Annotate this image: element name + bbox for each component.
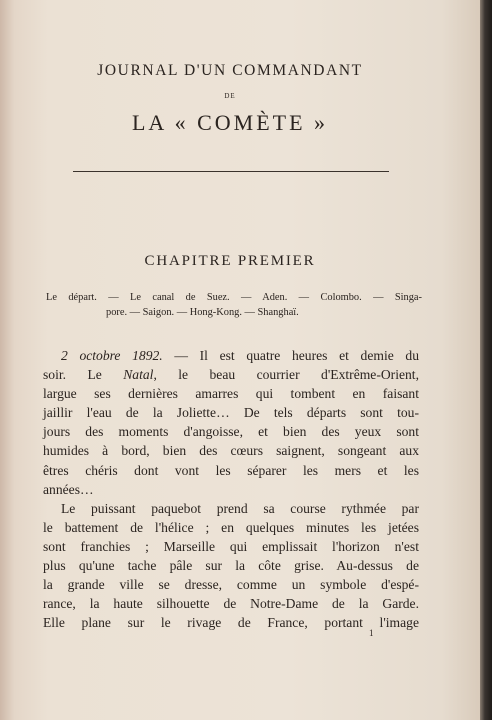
- chapter-title: CHAPITRE PREMIER: [144, 253, 316, 269]
- paragraph-1-line: humides à bord, bien des cœurs saignent, songeant aux: [43, 443, 419, 459]
- paragraph-2-line: la grande ville se dresse, comme un symbole d'espé-: [43, 577, 419, 593]
- paragraph-1-line: soir. Le Natal, le beau courrier d'Extrême-Orient,: [43, 367, 419, 383]
- running-title-line1: JOURNAL D'UN COMMANDANT: [97, 62, 363, 79]
- paragraph-1-line: jaillir l'eau de la Joliette… De tels départs sont tou-: [43, 405, 419, 421]
- chapter-summary-line1: Le départ. — Le canal de Suez. — Aden. — Colombo. — Singa-: [46, 292, 422, 303]
- ship-name: Natal: [123, 367, 154, 383]
- paragraph-1-line: jours des moments d'angoisse, et bien des yeux sont: [43, 424, 419, 440]
- chapter-summary-line2: pore. — Saigon. — Hong-Kong. — Shanghaï.: [106, 307, 299, 318]
- paragraph-2-line: sont franchies ; Marseille qui emplissait l'horizon n'est: [43, 538, 419, 554]
- body-text: [43, 346, 420, 632]
- header-rule: [73, 171, 389, 172]
- paragraph-2-line: Le puissant paquebot prend sa course rythmée par: [61, 500, 419, 516]
- paragraph-2-line: Elle plane sur le rivage de France, portant l'image: [43, 615, 419, 631]
- running-title-line2: LA « COMÈTE »: [131, 110, 329, 135]
- paragraph-1-line: 2 octobre 1892. — Il est quatre heures et demie du: [61, 348, 420, 363]
- paragraph-2-line: plus qu'une tache pâle sur la côte grise. Au-dessus de: [43, 558, 419, 574]
- chapter-summary: [46, 290, 422, 320]
- book-binding-edge: [480, 0, 492, 720]
- running-title-de: DE: [224, 92, 236, 100]
- journal-date: 2 octobre 1892.: [61, 348, 163, 363]
- paragraph-1-line: êtres chéris dont vont les séparer les mers et les: [43, 462, 419, 478]
- paragraph-2-line: rance, la haute silhouette de Notre-Dame de la Garde.: [43, 596, 419, 612]
- paragraph-2-line: le battement de l'hélice ; en quelques minutes les jetées: [43, 519, 419, 535]
- paragraph-1-line: largue ses dernières amarres qui tombent en faisant: [43, 386, 419, 402]
- paragraph-1-line: années…: [43, 481, 94, 497]
- page-number: 1: [369, 628, 374, 638]
